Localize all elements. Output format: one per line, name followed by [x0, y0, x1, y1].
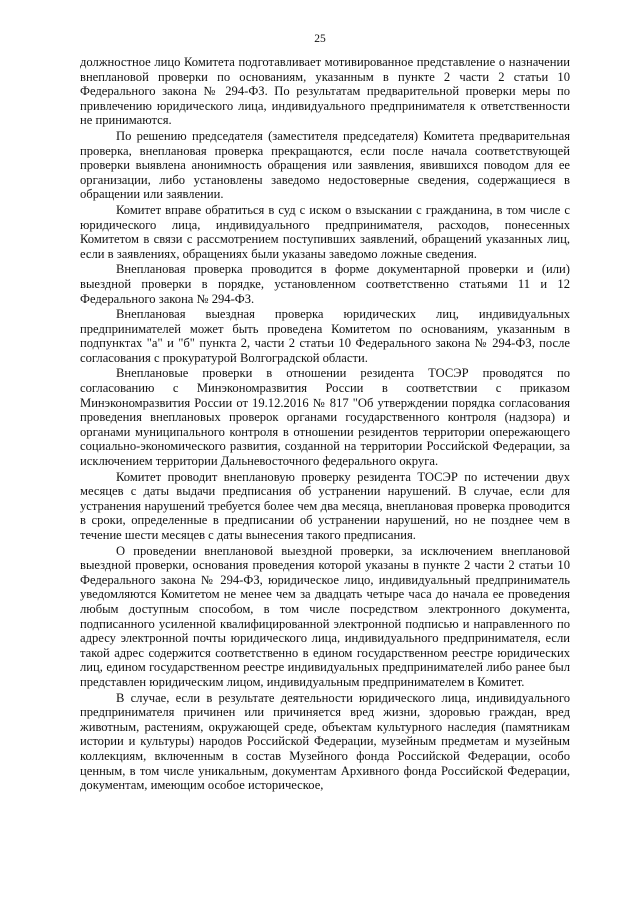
document-body	[80, 55, 570, 793]
paragraph-harm-cases: В случае, если в результате деятельности юридического лица, индивидуального предпринимателя причинен или причиняется вред жизни, здоровью граждан, вред животным, растениям, окружающей среде, объектам культурного наследия (памятникам истории и культуры) народов Российской Федерации, музейным предметам и музейным коллекциям, включенным в состав Музейного фонда Российской Федерации, особо ценным, в том числе уникальным, документам Архивного фонда Российской Федерации, документам, имеющим особое историческое,	[80, 690, 570, 793]
paragraph-toser-inspection-timing: Комитет проводит внеплановую проверку резидента ТОСЭР по истечении двух месяцев с даты выдачи предписания об устранении нарушений. В случае, если для устранения нарушений требуется более чем два месяца, внеплановая проверка проводится в сроки, определенные в предписании об устранении нарушений, но не позднее чем в течение шести месяцев с даты вынесения такого предписания.	[80, 469, 570, 542]
paragraph-continuation: должностное лицо Комитета подготавливает мотивированное представление о назначении внеплановой проверки по основаниям, указанным в пункте 2 части 2 статьи 10 Федерального закона № 294-ФЗ. По результатам предварительной проверки меры по привлечению юридического лица, индивидуального предпринимателя к ответственности не принимаются.	[80, 55, 570, 128]
paragraph-court-claim: Комитет вправе обратиться в суд с иском о взыскании с гражданина, в том числе с юридического лица, индивидуального предпринимателя, расходов, понесенных Комитетом в связи с рассмотрением поступивших заявлений, обращений указанных лиц, если в заявлениях, обращениях были указаны заведомо ложные сведения.	[80, 202, 570, 261]
paragraph-inspection-form: Внеплановая проверка проводится в форме документарной проверки и (или) выездной проверки в порядке, установленном соответственно статьями 11 и 12 Федерального закона № 294-ФЗ.	[80, 262, 570, 306]
paragraph-toser-resident-inspections: Внеплановые проверки в отношении резидента ТОСЭР проводятся по согласованию с Минэкономразвития России в соответствии с приказом Минэкономразвития России от 19.12.2016 № 817 "Об утверждении порядка согласования проведения внеплановых проверок органами государственного контроля (надзора) и органами муниципального контроля в отношении резидентов территории опережающего социально-экономического развития, созданной на территории Российской Федерации, за исключением территории Дальневосточного федерального округа.	[80, 366, 570, 469]
paragraph-notification: О проведении внеплановой выездной проверки, за исключением внеплановой выездной проверки, основания проведения которой указаны в пункте 2 части 2 статьи 10 Федерального закона № 294-ФЗ, юридическое лицо, индивидуальный предприниматель уведомляются Комитетом не менее чем за двадцать четыре часа до начала ее проведения любым доступным способом, в том числе посредством электронного документа, подписанного усиленной квалифицированной электронной подписью и направленного по адресу электронной почты юридического лица, индивидуального предпринимателя, если такой адрес содержится соответственно в едином государственном реестре юридических лиц, едином государственном реестре индивидуальных предпринимателей либо ранее был представлен юридическим лицом, индивидуальным предпринимателем в Комитет.	[80, 543, 570, 689]
paragraph-prosecutor-approval: Внеплановая выездная проверка юридических лиц, индивидуальных предпринимателей может быть проведена Комитетом по основаниям, указанным в подпунктах "а" и "б" пункта 2, части 2 статьи 10 Федерального закона № 294-ФЗ, после согласования с прокуратурой Волгоградской области.	[80, 307, 570, 365]
paragraph-termination-of-inspection: По решению председателя (заместителя председателя) Комитета предварительная проверка, внеплановая проверка прекращаются, если после начала соответствующей проверки выявлена анонимность обращения или заявления, явившихся поводом для ее организации, либо установлены заведомо недостоверные сведения, содержащиеся в обращении или заявлении.	[80, 128, 570, 202]
page-number: 25	[314, 33, 326, 45]
